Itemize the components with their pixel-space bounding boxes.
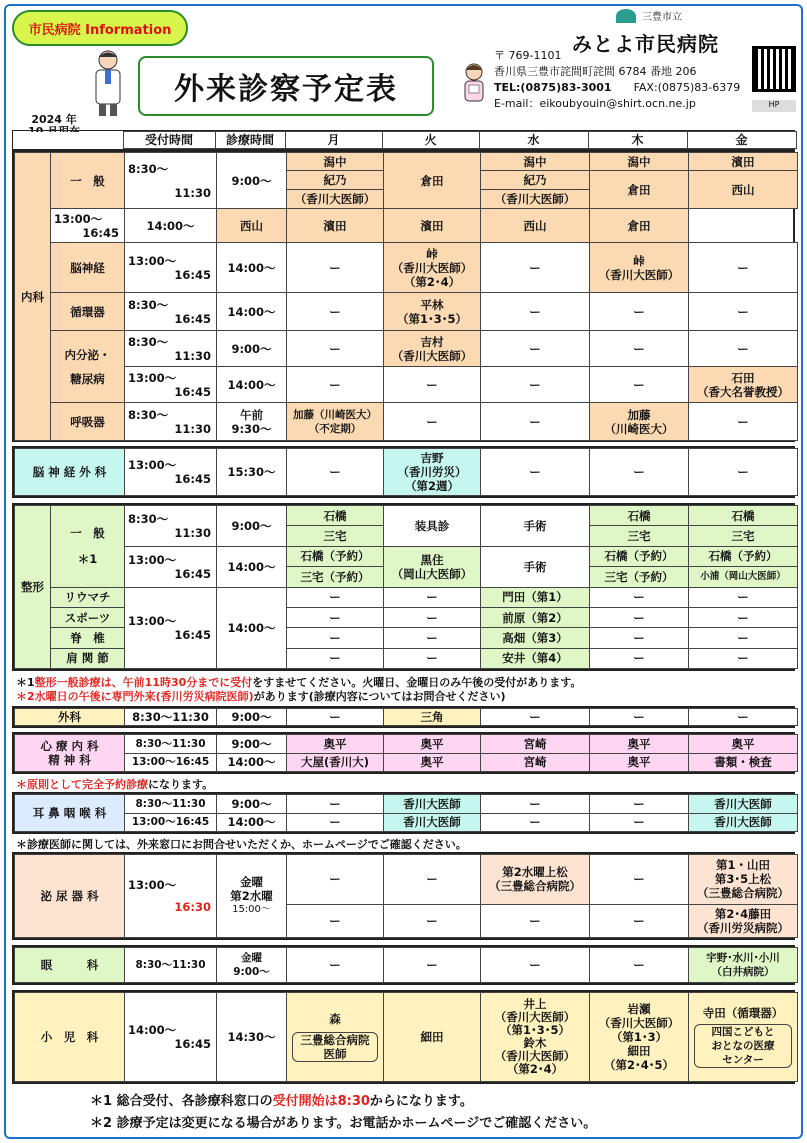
contact-info: 〒 769-1101 香川県三豊市詫間町詫間 6784 番地 206 TEL:(0875)83-3001 FAX:(0875)83-6379 E-mail：eikoubyouin@shirt.ocn.ne.jp	[494, 49, 741, 110]
ent-section: 耳 鼻 咽 喉 科 8:30〜11:30 9:00〜 ー 香川大医師 ー ー 香川大医師 13:00〜16:45 14:00〜 ー 香川大医師 ー ー 香川大医師	[12, 792, 795, 834]
qr-label: HP	[752, 100, 796, 112]
as-of-date: 2024 年	[31, 113, 77, 126]
ent-note: ＊診療医師に関しては、外来窓口にお問合せいただくか、ホームページでご確認ください。	[16, 838, 467, 851]
doctor-illustration-icon	[88, 48, 128, 118]
psych-note: ＊原則として完全予約診療になります。	[16, 778, 214, 791]
eye-section: 眼 科 8:30〜11:30 金曜 9:00〜 ー ー ー ー 宇野･水川･小川 （白井病院）	[12, 945, 795, 985]
neurosurgery-section: 脳 神 経 外 科 13:00〜 16:45 15:30〜 ー 吉野 （香川労災） （第2週） ー ー ー	[12, 446, 795, 498]
info-badge: 市民病院 Information	[12, 10, 188, 46]
city-logo: 三豊市立	[616, 8, 682, 23]
pediatrics-section: 小 児 科 14:00〜 16:45 14:30〜 森 三豊総合病院 医師 細田 井上 （香川大医師） （第1･3･5） 鈴木 （香川大医師） （第2･4） 岩瀬 （香川大医師） （第1･3） 細田 （第2･4･5） 寺田（循環器） 四国こどもと おとなの医療 センター	[12, 990, 795, 1084]
psych-section: 心 療 内 科 精 神 科 8:30〜11:30 9:00〜 奥平 奥平 宮崎 奥平 奥平 13:00〜16:45 14:00〜 大屋(香川大) 奥平 宮崎 奥平 書類・検査	[12, 732, 795, 774]
ortho-note-2: ＊2水曜日の午後に専門外来(香川労災病院医師)があります(診療内容についてはお問合せください)	[16, 690, 506, 703]
naika-section: 内科 一 般 8:30〜 11:30 9:00〜 潟中 倉田 潟中 潟中 濱田 紀乃 紀乃 倉田 西山 （香川大医師） （香川大医師） 13:00〜 16:45 14:00〜 西山 濱田 濱田 西山 倉田 脳神経 13:00〜 16:45 14:00〜 ー 峠 （香川大医師） （第2･4） ー 峠 （香川大医師） ー 循環器 8:30〜 16:45 14:00〜 ー 平林 （第1･3･5） ー ー ー 内分泌・ 糖尿病 8:30〜 11:30 9:00〜 ー 吉村 （香川大医師） ー ー ー 13:00〜 16:45 14:00〜 ー ー ー ー 石田 （香大名誉教授） 呼吸器 8:30〜 11:30 午前 9:30〜 加藤（川崎医大） （不定期） ー ー 加藤 （川崎医大） ー	[12, 150, 795, 442]
page-title: 外来診察予定表	[138, 56, 434, 116]
urology-section: 泌 尿 器 科 13:00〜 16:30 金曜 第2水曜 15:00〜 ー ー 第2水曜上松 （三豊総合病院） ー 第1・山田 第3･5上松 （三豊総合病院） ー ー ー ー 第2･4藤田 （香川労災病院）	[12, 852, 795, 940]
city-emblem-icon	[616, 9, 636, 23]
qr-code-icon[interactable]	[752, 46, 796, 92]
ortho-section: 整形 一 般 ＊1 8:30〜 11:30 9:00〜 石橋 装具診 手術 石橋 石橋 三宅 三宅 三宅 13:00〜 16:45 14:00〜 石橋（予約） 黒住 （岡山大医師） 手術 石橋（予約） 石橋（予約） 三宅（予約） 三宅（予約） 小浦（岡山大医師） リウマチ 13:00〜 16:45 14:00〜 ー ー 門田（第1） ー ー スポーツ ー ー 前原（第2） ー ー 脊 椎 ー ー 高畑（第3） ー ー 肩 関 節 ー ー 安井（第4） ー ー	[12, 503, 795, 671]
column-header: 受付時間 診療時間 月 火 水 木 金	[12, 130, 795, 150]
surgery-section: 外科 8:30〜11:30 9:00〜 ー 三角 ー ー ー	[12, 706, 795, 728]
footer-note-2: ＊2 診療予定は変更になる場合があります。お電話かホームページでご確認ください。	[90, 1116, 597, 1131]
footer-note-1: ＊1 総合受付、各診療科窓口の受付開始は8:30からになります。	[90, 1094, 473, 1109]
ortho-note-1: ＊1整形一般診療は、午前11時30分までに受付をすませてください。火曜日、金曜日のみ午後の受付があります。	[16, 676, 582, 689]
nurse-illustration-icon	[458, 60, 490, 104]
hospital-name: みとよ市民病院	[572, 32, 719, 56]
